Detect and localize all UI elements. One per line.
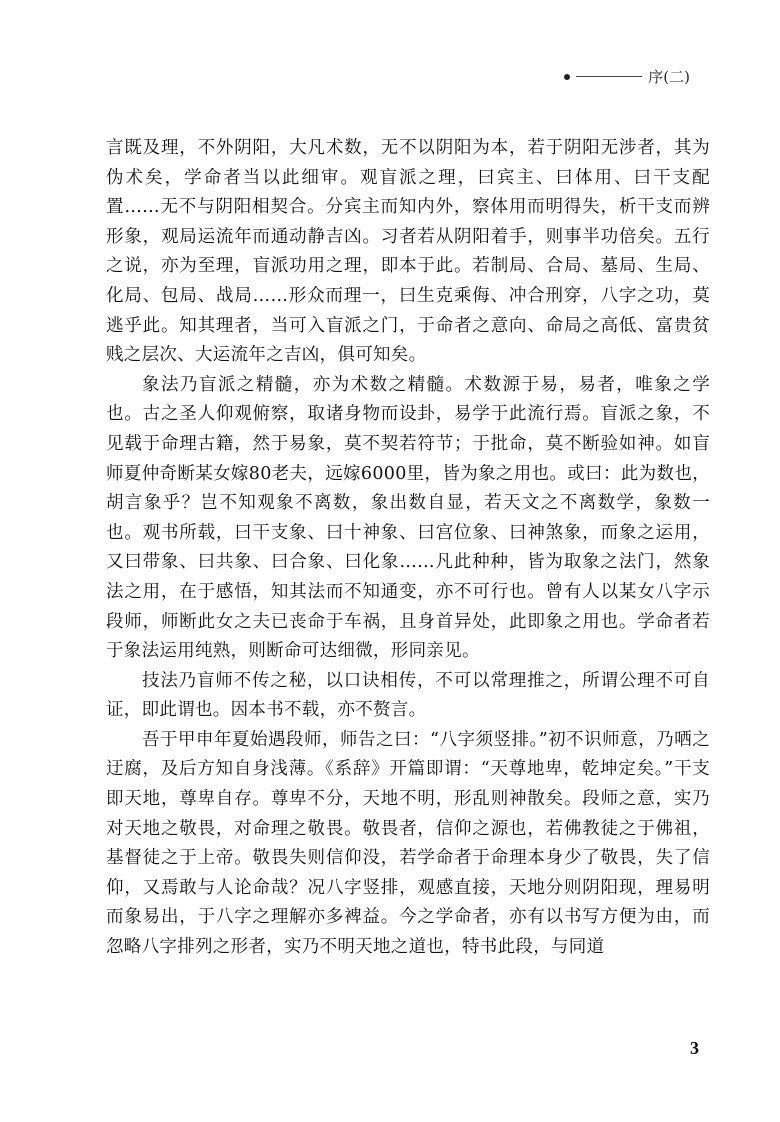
running-header — [564, 66, 690, 87]
header-bullet-icon — [564, 74, 570, 80]
paragraph-2: 象法乃盲派之精髓，亦为术数之精髓。术数源于易，易者，唯象之学也。古之圣人仰观俯察，取诸身物而设卦，易学于此流行焉。盲派之象，不见载于命理古籍，然于易象，莫不契若符节；于批命，莫不断验如神。如盲师夏仲奇断某女嫁80老夫，远嫁6000里，皆为象之用也。或曰：此为数也，胡言象乎？岂不知观象不离数，象出数自显，若天文之不离数学，象数一也。观书所载，曰干支象、曰十神象、曰宫位象、曰神煞象，而象之运用，又曰带象、曰共象、曰合象、曰化象……凡此种种，皆为取象之法门，然象法之用，在于感悟，知其法而不知通变，亦不可行也。曾有人以某女八字示段师，师断此女之夫已丧命于车祸，且身首异处，此即象之用也。学命者若于象法运用纯熟，则断命可达细微，形同亲见。 — [106, 374, 710, 662]
body-text — [106, 134, 710, 963]
paragraph-4: 吾于甲申年夏始遇段师，师告之曰：“八字须竖排。”初不识师意，乃哂之迂腐，及后方知自身浅薄。《系辞》开篇即谓：“天尊地卑，乾坤定矣。”干支即天地，尊卑自存。尊卑不分，天地不明，形乱则神散矣。段师之意，实乃对天地之敬畏，对命理之敬畏。敬畏者，信仰之源也，若佛教徒之于佛祖，基督徒之于上帝。敬畏失则信仰没，若学命者于命理本身少了敬畏，失了信仰，又焉敢与人论命哉？况八字竖排，观感直接，天地分则阴阳现，理易明而象易出，于八字之理解亦多裨益。今之学命者，亦有以书写方便为由，而忽略八字排列之形者，实乃不明天地之道也，特书此段，与同道 — [106, 729, 710, 958]
paragraph-3: 技法乃盲师不传之秘，以口诀相传，不可以常理推之，所谓公理不可自证，即此谓也。因本书不载，亦不赘言。 — [106, 670, 710, 721]
paragraph-1: 言既及理，不外阴阳，大凡术数，无不以阴阳为本，若于阴阳无涉者，其为伪术矣，学命者当以此细审。观盲派之理，曰宾主、曰体用、曰干支配置……无不与阴阳相契合。分宾主而知内外，察体用而明得失，析干支而辨形象，观局运流年而通动静吉凶。习者若从阴阳着手，则事半功倍矣。五行之说，亦为至理，盲派功用之理，即本于此。若制局、合局、墓局、生局、化局、包局、战局……形众而理一，曰生克乘侮、冲合刑穿，八字之功，莫逃乎此。知其理者，当可入盲派之门，于命者之意向、命局之高低、富贵贫贱之层次、大运流年之吉凶，俱可知矣。 — [106, 138, 710, 366]
page-number: 3 — [690, 1038, 699, 1058]
section-title: 序(二) — [648, 68, 690, 86]
header-rule — [576, 76, 642, 77]
